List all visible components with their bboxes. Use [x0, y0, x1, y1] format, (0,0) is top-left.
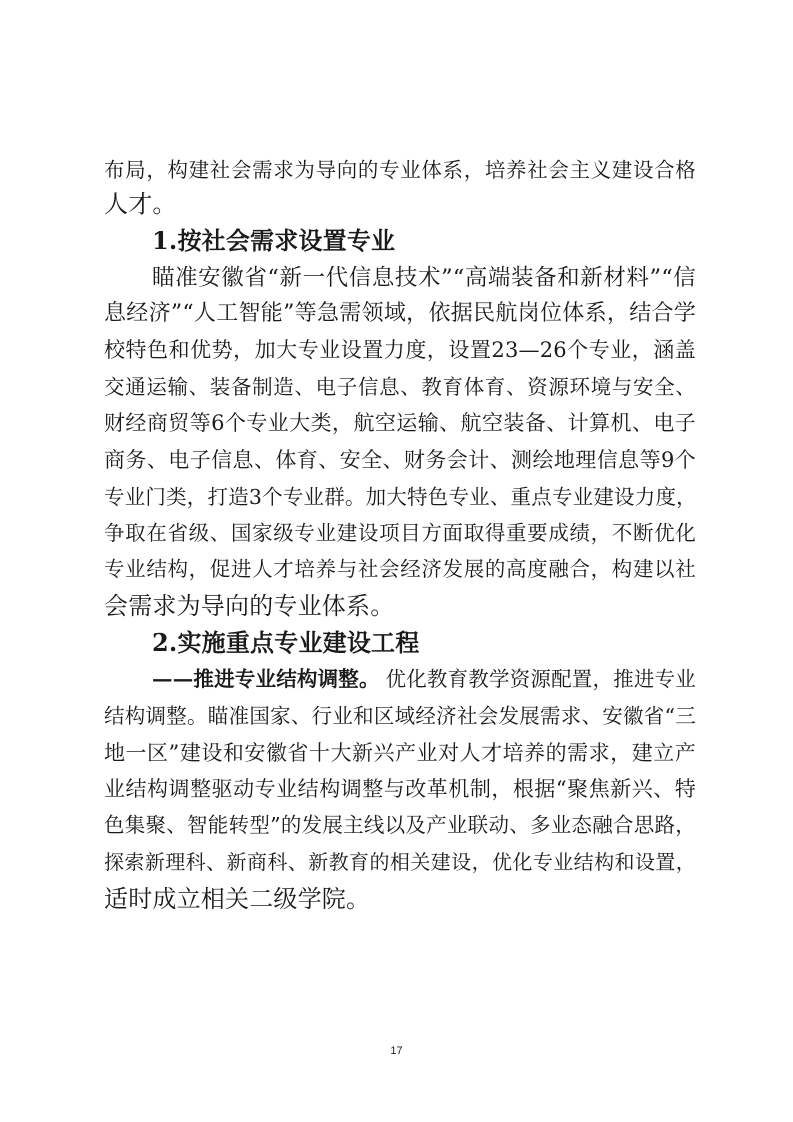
section-heading: 1.按社会需求设置专业	[152, 226, 396, 255]
section-heading: 2.实施重点专业建设工程	[152, 628, 420, 657]
paragraph-line: 人才。	[104, 190, 177, 218]
paragraph-line: 息经济”“人工智能”等急需领域，依据民航岗位体系，结合学	[104, 301, 696, 326]
paragraph-text: 优化教育教学资源配置，推进专业	[385, 667, 696, 691]
paragraph-line: 地一区”建设和安徽省十大新兴产业对人才培养的需求，建立产	[104, 741, 696, 765]
page-number: 17	[390, 1045, 403, 1057]
paragraph-line: 交通运输、装备制造、电子信息、教育体育、资源环境与安全、	[104, 375, 696, 399]
paragraph-line: 专业门类，打造3个专业群。加大特色专业、重点专业建设力度，	[104, 485, 697, 509]
paragraph-line: 布局，构建社会需求为导向的专业体系，培养社会主义建设合格	[104, 158, 696, 182]
paragraph-line: 财经商贸等6个专业大类，航空运输、航空装备、计算机、电子	[104, 411, 696, 435]
paragraph-line: 适时成立相关二级学院。	[104, 885, 371, 913]
paragraph-line: 业结构调整驱动专业结构调整与改革机制，根据“聚焦新兴、特	[104, 777, 696, 801]
paragraph-line: 色集聚、智能转型”的发展主线以及产业联动、多业态融合思路，	[104, 813, 696, 837]
paragraph-line: 瞄准安徽省“新一代信息技术”“高端装备和新材料”“信	[152, 265, 696, 291]
paragraph-line: 结构调整。瞄准国家、行业和区域经济社会发展需求、安徽省“三	[104, 704, 696, 728]
paragraph-line	[152, 662, 696, 696]
paragraph-line: 专业结构，促进人才培养与社会经济发展的高度融合，构建以社	[104, 557, 696, 581]
paragraph-line: 校特色和优势，加大专业设置力度，设置23—26个专业，涵盖	[104, 338, 696, 362]
paragraph-line: 商务、电子信息、体育、安全、财务会计、测绘地理信息等9个	[104, 448, 696, 472]
paragraph-line: 会需求为导向的专业体系。	[104, 592, 395, 620]
paragraph-line: 探索新理科、新商科、新教育的相关建设，优化专业结构和设置，	[104, 850, 696, 874]
paragraph-line: 争取在省级、国家级专业建设项目方面取得重要成绩，不断优化	[104, 521, 696, 545]
subheading-text: ——推进专业结构调整。	[152, 667, 380, 691]
